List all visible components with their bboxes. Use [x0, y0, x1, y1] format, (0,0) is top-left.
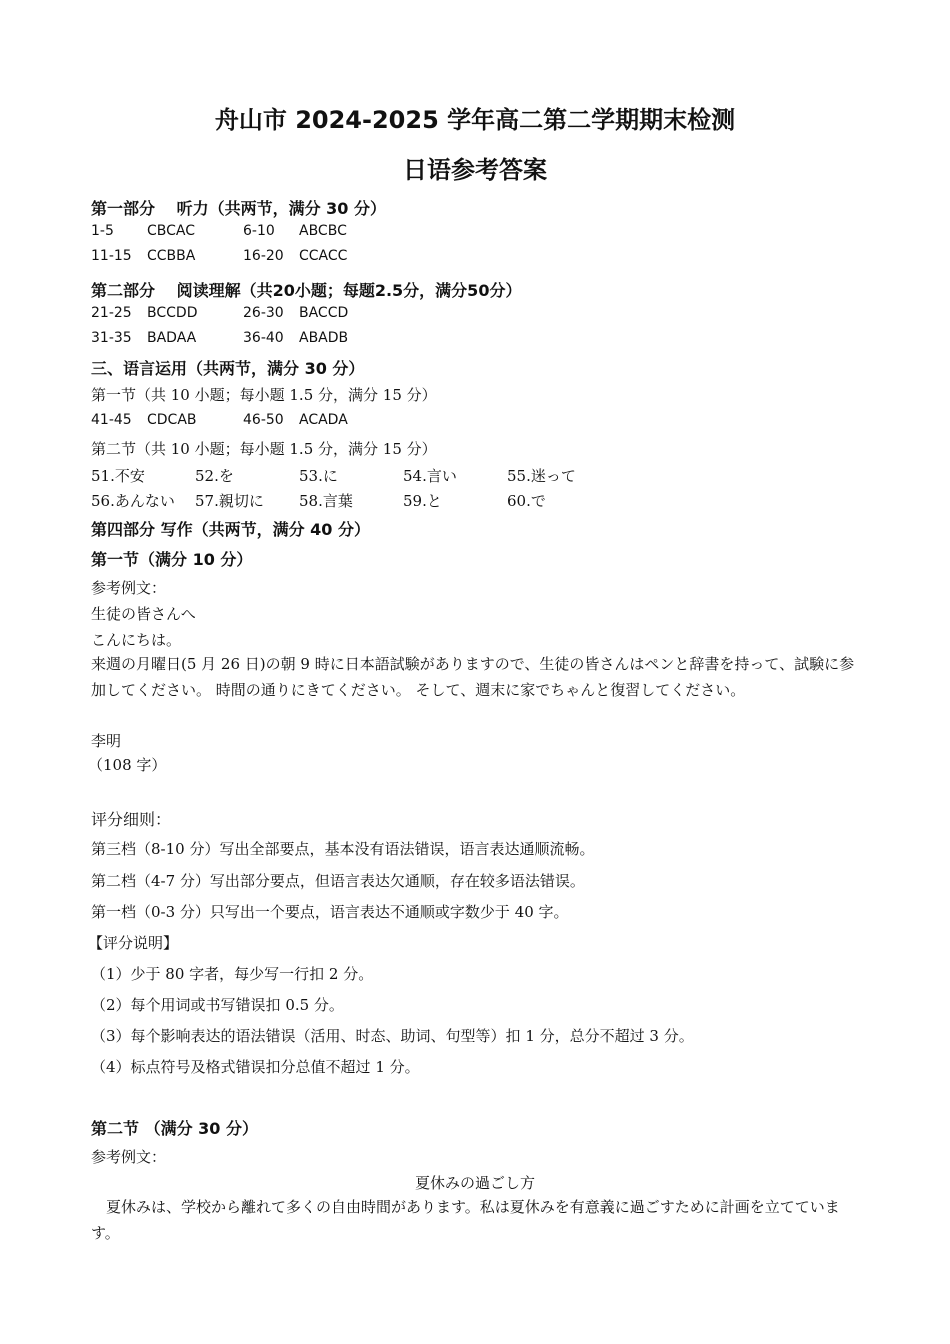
- letter-signature: 李明: [91, 732, 122, 750]
- part3-heading: 三、语言运用（共两节，满分 30 分）: [91, 359, 365, 378]
- criteria-item: 第二档（4-7 分）写出部分要点，但语言表达欠通顺，存在较多语法错误。: [91, 872, 585, 890]
- note-item: （2）每个用词或书写错误扣 0.5 分。: [91, 996, 344, 1014]
- grid-answer: 55.迷って: [507, 467, 576, 485]
- grid-answer: 52.を: [195, 467, 234, 485]
- part1-heading: 第一部分 听力（共两节，满分 30 分）: [91, 199, 386, 218]
- range-label: 41-45: [91, 412, 132, 428]
- letter-char-count: （108 字）: [88, 756, 167, 774]
- range-label: 11-15: [91, 248, 132, 264]
- answer-row: [91, 412, 348, 428]
- grid-answer: 59.と: [403, 492, 442, 510]
- grid-answer: 51.不安: [91, 467, 145, 485]
- answer-row: [91, 330, 348, 346]
- criteria-label: 评分细则：: [91, 810, 172, 829]
- range-label: 46-50: [243, 412, 284, 428]
- example-label: 参考例文：: [91, 579, 167, 597]
- criteria-item: 第一档（0-3 分）只写出一个要点，语言表达不通顺或字数少于 40 字。: [91, 903, 569, 921]
- answer-grid-row: [91, 490, 611, 511]
- part4-heading: 第四部分 写作（共两节，满分 40 分）: [91, 520, 370, 539]
- part3-section1-heading: 第一节（共 10 小题；每小题 1.5 分，满分 15 分）: [91, 386, 437, 404]
- answer-grid-row: [91, 465, 611, 486]
- part4-section2-heading: 第二节 （满分 30 分）: [91, 1119, 258, 1138]
- letter-body: 来週の月曜日(5 月 26 日)の朝 9 時に日本語試験がありますので、生徒の皆さんはペンと辞書を持って、試験に参加してください。 時間の通りにきてください。 そして、週末に家でちゃんと復習してください。: [91, 655, 855, 699]
- note-item: （1）少于 80 字者，每少写一行扣 2 分。: [91, 965, 374, 983]
- essay-title: 夏休みの過ごし方: [414, 1174, 535, 1192]
- part4-section1-heading: 第一节（满分 10 分）: [91, 550, 253, 569]
- answer-value: ABADB: [299, 330, 349, 346]
- range-label: 16-20: [243, 248, 284, 264]
- note-item: （3）每个影响表达的语法错误（活用、时态、助词、句型等）扣 1 分，总分不超过 3 分。: [91, 1027, 694, 1045]
- part2-heading: 第二部分 阅读理解（共20小题；每题2.5分，满分50分）: [91, 281, 522, 300]
- document-title: 舟山市 2024-2025 学年高二第二学期期末检测: [214, 106, 736, 134]
- notes-label: 【评分说明】: [88, 934, 179, 952]
- answer-value: CBCAC: [147, 223, 196, 239]
- answer-value: BACCD: [299, 305, 349, 321]
- answer-row: [91, 223, 347, 239]
- answer-value: CDCAB: [147, 412, 197, 428]
- answer-row: [91, 305, 348, 321]
- grid-answer: 60.で: [507, 492, 546, 510]
- range-label: 31-35: [91, 330, 132, 346]
- grid-answer: 57.親切に: [195, 492, 264, 510]
- grid-answer: 56.あんない: [91, 492, 175, 510]
- grid-answer: 53.に: [299, 467, 338, 485]
- answer-value: CCBBA: [147, 248, 196, 264]
- answer-value: BADAA: [147, 330, 197, 346]
- criteria-item: 第三档（8-10 分）写出全部要点，基本没有语法错误，语言表达通顺流畅。: [91, 840, 595, 858]
- part3-section2-heading: 第二节（共 10 小题；每小题 1.5 分，满分 15 分）: [91, 440, 437, 458]
- answer-value: ACADA: [299, 412, 348, 428]
- grid-answer: 58.言葉: [299, 492, 353, 510]
- answer-value: ABCBC: [299, 223, 347, 239]
- range-label: 6-10: [243, 223, 275, 239]
- note-item: （4）标点符号及格式错误扣分总值不超过 1 分。: [91, 1058, 420, 1076]
- letter-recipient: 生徒の皆さんへ: [91, 605, 196, 623]
- range-label: 26-30: [243, 305, 284, 321]
- range-label: 36-40: [243, 330, 284, 346]
- answer-row: [91, 248, 347, 264]
- letter-greeting: こんにちは。: [91, 631, 182, 649]
- example-label: 参考例文：: [91, 1148, 167, 1166]
- answer-value: BCCDD: [147, 305, 198, 321]
- range-label: 1-5: [91, 223, 114, 239]
- grid-answer: 54.言い: [403, 467, 457, 485]
- essay-body: 夏休みは、学校から離れて多くの自由時間があります。私は夏休みを有意義に過ごすために計画を立てています。: [91, 1198, 840, 1242]
- answer-value: CCACC: [299, 248, 348, 264]
- document-subtitle: 日语参考答案: [403, 156, 547, 184]
- range-label: 21-25: [91, 305, 132, 321]
